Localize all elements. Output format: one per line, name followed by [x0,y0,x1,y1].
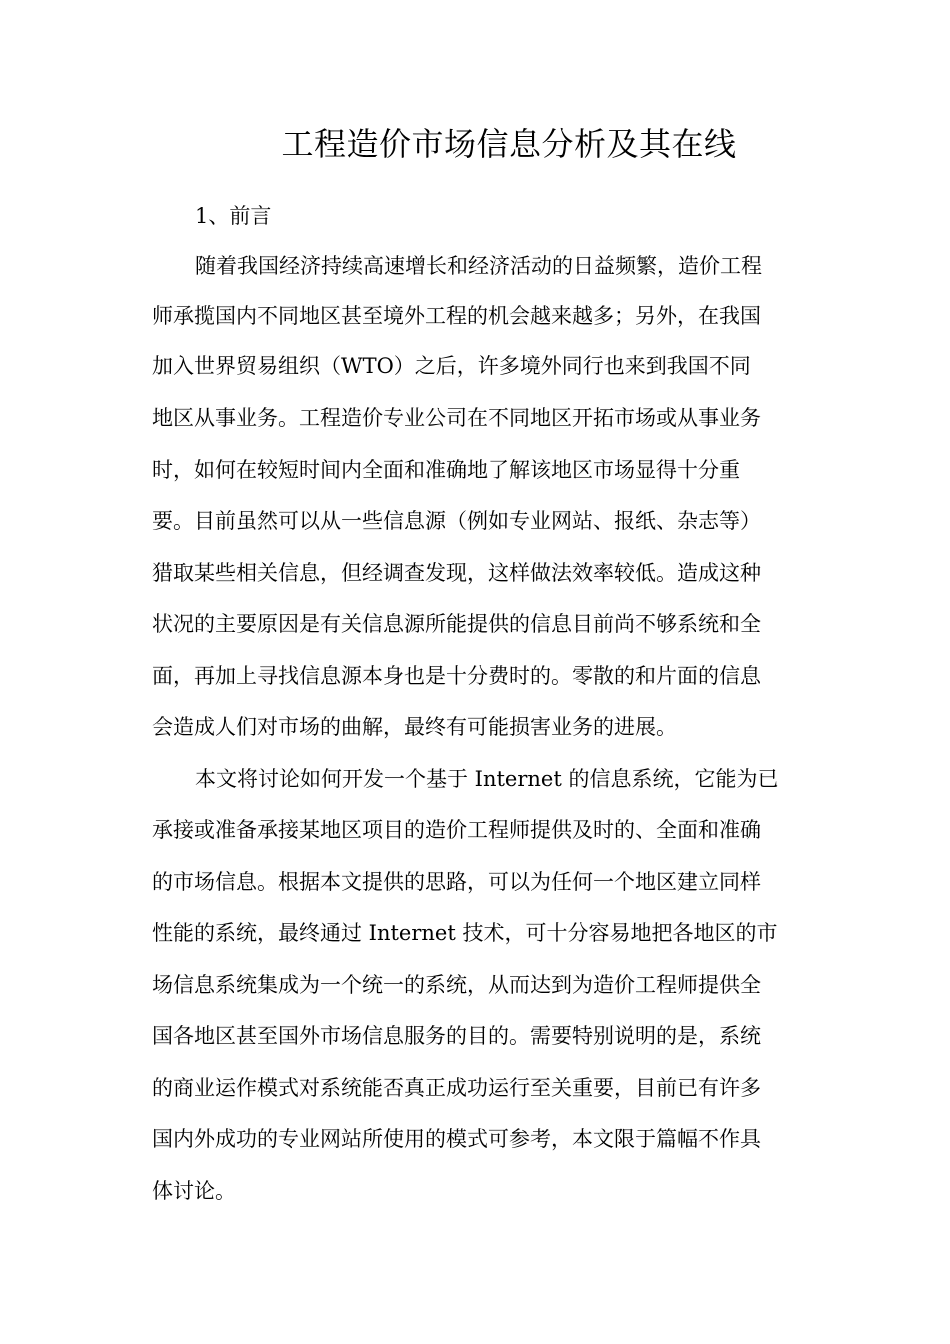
paragraph-line: 猎取某些相关信息，但经调查发现，这样做法效率较低。造成这种 [152,561,761,585]
section-heading: 1、前言 [195,204,272,228]
paragraph-line: 时，如何在较短时间内全面和准确地了解该地区市场显得十分重 [152,458,740,482]
paragraph-line: 场信息系统集成为一个统一的系统，从而达到为造价工程师提供全 [152,973,761,997]
paragraph-line: 状况的主要原因是有关信息源所能提供的信息目前尚不够系统和全 [152,612,761,636]
paragraph-line: 承接或准备承接某地区项目的造价工程师提供及时的、全面和准确 [152,818,761,842]
paragraph-line: 地区从事业务。工程造价专业公司在不同地区开拓市场或从事业务 [152,406,761,430]
paragraph-line: 的市场信息。根据本文提供的思路，可以为任何一个地区建立同样 [152,870,761,894]
paragraph-line: 国内外成功的专业网站所使用的模式可参考，本文限于篇幅不作具 [152,1127,761,1151]
document-title: 工程造价市场信息分析及其在线 [281,125,737,163]
paragraph-line: 加入世界贸易组织（WTO）之后，许多境外同行也来到我国不同 [152,354,751,378]
paragraph-line: 的商业运作模式对系统能否真正成功运行至关重要，目前已有许多 [152,1076,761,1100]
paragraph-line: 面，再加上寻找信息源本身也是十分费时的。零散的和片面的信息 [152,664,761,688]
paragraph-line: 随着我国经济持续高速增长和经济活动的日益频繁，造价工程 [195,254,762,278]
paragraph-line: 性能的系统，最终通过 Internet 技术，可十分容易地把各地区的市 [152,921,778,945]
paragraph-line: 会造成人们对市场的曲解，最终有可能损害业务的进展。 [152,715,677,739]
paragraph-line: 体讨论。 [152,1179,236,1203]
paragraph-line: 国各地区甚至国外市场信息服务的目的。需要特别说明的是，系统 [152,1024,761,1048]
paragraph-line: 本文将讨论如何开发一个基于 Internet 的信息系统，它能为已 [195,767,779,791]
paragraph-line: 要。目前虽然可以从一些信息源（例如专业网站、报纸、杂志等） [152,509,761,533]
paragraph-line: 师承揽国内不同地区甚至境外工程的机会越来越多；另外，在我国 [152,304,761,328]
